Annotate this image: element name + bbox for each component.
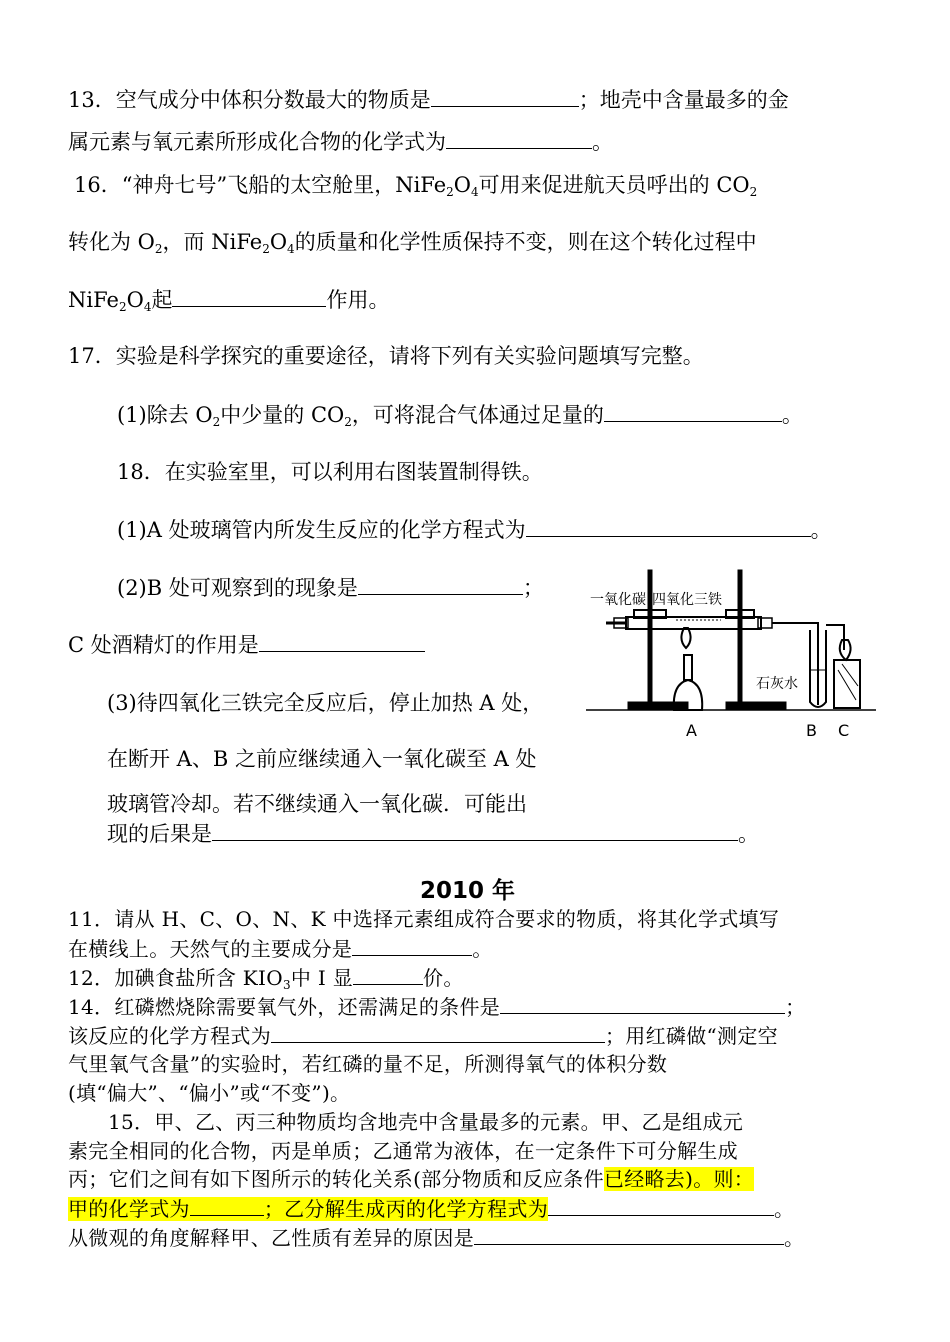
alcohol-burner-c	[834, 640, 860, 708]
q13-blank1[interactable]	[431, 86, 579, 107]
q15-highlight-3b: 已经略去)。则：	[603, 1167, 755, 1191]
q14-text-2b: ；用红磷做“测定空	[605, 1024, 778, 1048]
q14-line1	[68, 993, 805, 1020]
sub-2: 2	[212, 415, 221, 429]
q17-text-b: 中少量的 CO	[220, 403, 345, 427]
q14-blank2[interactable]	[271, 1022, 605, 1043]
q13-blank2[interactable]	[446, 128, 592, 149]
q15-text-3a: 丙；它们之间有如下图所示的转化关系(部分物质和反应条件	[68, 1167, 604, 1191]
q18-part3-d	[107, 820, 759, 847]
q17-part1	[117, 401, 803, 428]
iron-stands	[586, 570, 876, 710]
sub-4: 4	[471, 185, 479, 199]
q16-text-3c: 作用。	[326, 288, 390, 312]
q17-text-a: (1)除去 O	[117, 403, 213, 427]
q13-text-b: ；地壳中含量最多的金	[578, 88, 789, 112]
label-a: A	[686, 721, 697, 740]
label-limewater: 石灰水	[756, 676, 798, 692]
q15-blank2[interactable]	[548, 1195, 774, 1216]
sub-2: 2	[344, 415, 352, 429]
sub-2: 2	[749, 185, 758, 199]
q14-blank1[interactable]	[500, 993, 785, 1014]
q16-text-2c: 的质量和化学性质保持不变，则在这个转化过程中	[294, 230, 757, 254]
q18-text-3d: 现的后果是	[107, 822, 212, 846]
q15-blank3[interactable]	[474, 1224, 784, 1245]
q15-highlight-4	[68, 1197, 548, 1221]
q15-line2: 素完全相同的化合物，丙是单质；乙通常为液体，在一定条件下可分解生成	[68, 1139, 738, 1163]
q13-line1	[68, 86, 789, 113]
q18-text-2: (2)B 处可观察到的现象是	[117, 576, 358, 600]
q13-text: 13．空气成分中体积分数最大的物质是	[68, 88, 431, 112]
formula-o: O	[453, 173, 472, 197]
q11-text-2: 在横线上。天然气的主要成分是	[68, 937, 353, 961]
q15-end-4: 。	[774, 1197, 795, 1221]
formula-nife: NiFe	[395, 173, 447, 197]
q14-text-1: 14．红磷燃烧除需要氧气外，还需满足的条件是	[68, 995, 501, 1019]
q18-text-c: C 处酒精灯的作用是	[68, 633, 259, 657]
sub-2: 2	[154, 242, 163, 256]
q18-part3-a: (3)待四氧化三铁完全反应后，停止加热 A 处，	[107, 691, 544, 715]
q12-blank[interactable]	[353, 964, 423, 985]
q18-part1	[117, 516, 832, 543]
q18-part3-b: 在断开 A、B 之前应继续通入一氧化碳至 A 处	[107, 747, 537, 771]
q11-line1: 11．请从 H、C、O、N、K 中选择元素组成符合要求的物质，将其化学式填写	[68, 907, 780, 931]
q18-intro: 18．在实验室里，可以利用右图装置制得铁。	[117, 460, 543, 484]
label-fe3o4: 四氧化三铁	[652, 592, 722, 608]
q16-line1	[74, 172, 757, 198]
q16-text-b: 可用来促进航天员呼出的 CO	[478, 173, 750, 197]
q15-line3	[68, 1166, 754, 1192]
label-c: C	[838, 721, 850, 740]
q18-semi: ；	[522, 576, 544, 600]
q17-end: 。	[781, 403, 803, 427]
q15-text-4b: ；乙分解生成丙的化学方程式为	[263, 1197, 549, 1221]
q18-blank4[interactable]	[212, 820, 738, 841]
q18-blank3[interactable]	[259, 631, 425, 652]
year-heading: 2010 年	[420, 878, 516, 904]
apparatus-figure	[586, 560, 886, 745]
q17-intro: 17．实验是科学探究的重要途径，请将下列有关实验问题填写完整。	[68, 344, 704, 368]
q18-part3-c: 玻璃管冷却。若不继续通入一氧化碳．可能出	[107, 792, 527, 816]
sub-2: 2	[118, 300, 127, 314]
q12-text-a: 12．加碘食盐所含 KIO	[68, 966, 283, 990]
formula-nife: NiFe	[211, 230, 263, 254]
q18-end: 。	[738, 822, 759, 846]
sub-2: 2	[446, 185, 454, 199]
q16-text-3b: 起	[151, 288, 173, 312]
q18-part2	[117, 574, 544, 601]
sub-2: 2	[262, 242, 270, 256]
label-co: 一氧化碳	[590, 592, 646, 608]
q15-text-5: 从微观的角度解释甲、乙性质有差异的原因是	[68, 1226, 474, 1250]
q12-line	[68, 964, 464, 991]
alcohol-burner-a	[674, 628, 702, 710]
q15-end-5: 。	[784, 1226, 805, 1250]
q17-blank[interactable]	[604, 401, 782, 422]
q11-blank[interactable]	[352, 935, 472, 956]
q14-semi: ；	[785, 995, 806, 1019]
q18-c-line	[68, 631, 425, 658]
sub-4: 4	[287, 242, 295, 256]
q16-text-2a: 转化为 O	[68, 230, 155, 254]
q14-line2	[68, 1022, 778, 1049]
q11-end: 。	[472, 937, 493, 961]
q15-line5	[68, 1224, 804, 1251]
q11-line2	[68, 935, 493, 962]
formula-o: O	[126, 288, 144, 312]
q12-text-b: 中 I 显	[290, 966, 354, 990]
q16-text-2b: ，而	[162, 230, 212, 254]
q14-line4: (填“偏大”、“偏小”或“不变”)。	[68, 1081, 351, 1105]
q12-text-c: 价。	[423, 966, 464, 990]
q13-end: 。	[592, 130, 613, 154]
label-b: B	[806, 721, 817, 740]
q16-line2	[68, 229, 757, 255]
sub-4: 4	[143, 300, 152, 314]
formula-nife: NiFe	[68, 288, 119, 312]
q15-text-4a: 甲的化学式为	[68, 1197, 190, 1221]
q18-end1: 。	[810, 518, 832, 542]
q14-line3: 气里氧气含量”的实验时，若红磷的量不足，所测得氧气的体积分数	[68, 1052, 668, 1076]
q13-line2	[68, 128, 613, 155]
q18-text-1: (1)A 处玻璃管内所发生反应的化学方程式为	[117, 518, 526, 542]
q15-blank1[interactable]	[190, 1195, 264, 1216]
q18-blank1[interactable]	[526, 516, 811, 537]
q16-text: 16．“神舟七号”飞船的太空舱里，	[74, 173, 396, 197]
q16-line3	[68, 286, 389, 313]
q18-blank2[interactable]	[358, 574, 523, 595]
q14-text-2a: 该反应的化学方程式为	[68, 1024, 271, 1048]
q15-line1: 15．甲、乙、丙三种物质均含地壳中含量最多的元素。甲、乙是组成元	[108, 1110, 744, 1134]
q15-line4	[68, 1195, 794, 1222]
q17-text-c: ，可将混合气体通过足量的	[351, 403, 604, 427]
q16-blank[interactable]	[172, 286, 326, 307]
sub-3: 3	[282, 978, 291, 992]
q13-text-2: 属元素与氧元素所形成化合物的化学式为	[68, 130, 446, 154]
glass-tube	[606, 617, 844, 705]
formula-o: O	[269, 230, 288, 254]
